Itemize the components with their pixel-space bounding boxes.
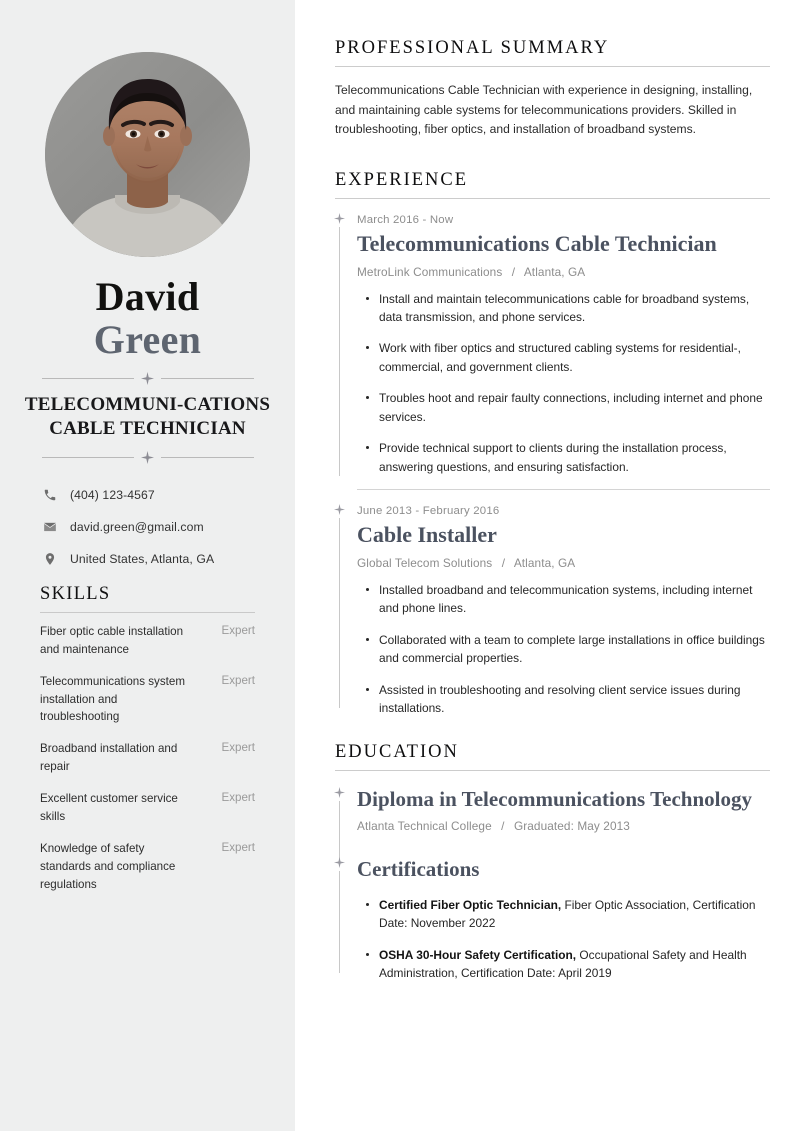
experience-heading-rule [335, 198, 770, 199]
spacer [357, 833, 770, 859]
skills-heading: SKILLS [40, 583, 111, 604]
divider-line-right [161, 457, 254, 458]
education-timeline [335, 787, 770, 983]
timeline-axis [339, 518, 340, 708]
duty-item: Installed broadband and telecommunication systems, including internet and phone lines. [377, 581, 770, 618]
education-heading: EDUCATION [335, 741, 459, 762]
experience-entry [335, 504, 770, 718]
contact-item-phone[interactable] [40, 488, 295, 502]
education-graduated: Graduated: May 2013 [513, 819, 630, 834]
summary-heading-rule [335, 66, 770, 67]
education-entry [335, 787, 770, 860]
timeline-axis [339, 227, 340, 476]
experience-section [335, 170, 770, 718]
skill-name: Knowledge of safety standards and compliance regulations [40, 842, 176, 892]
duty-item: Collaborated with a team to complete large installations in office buildings and commercial properties. [377, 631, 770, 668]
sparkle-icon [334, 787, 345, 798]
education-school: Atlanta Technical College [357, 819, 492, 834]
meta-separator: / [501, 819, 505, 834]
main-column [295, 0, 800, 1131]
meta-separator: / [501, 556, 506, 571]
ornament-divider-bottom [42, 451, 254, 464]
experience-meta [357, 556, 770, 570]
duty-item: Troubles hoot and repair faulty connections, including internet and phone services. [377, 389, 770, 426]
skills-heading-rule [40, 612, 255, 613]
skill-item [40, 740, 255, 776]
skill-item [40, 840, 255, 894]
experience-entry [335, 213, 770, 476]
skill-level: Expert [221, 791, 255, 805]
professional-summary-section [335, 38, 770, 140]
skill-name: Fiber optic cable installation and maintenance [40, 624, 184, 656]
certification-name: Certified Fiber Optic Technician, [379, 897, 562, 912]
experience-title: Telecommunications Cable Technician [357, 230, 717, 256]
sidebar-job-title: TELECOMMUNI-CATIONS CABLE TECHNICIAN [24, 393, 271, 440]
education-meta [357, 819, 770, 833]
experience-timeline [335, 213, 770, 718]
email-value: david.green@gmail.com [70, 519, 204, 534]
timeline-axis [339, 871, 340, 972]
meta-separator: / [511, 264, 516, 279]
last-name: Green [93, 317, 202, 363]
ornament-divider-top [42, 372, 254, 385]
experience-date: March 2016 - Now [357, 213, 454, 226]
skill-item [40, 673, 255, 727]
experience-location: Atlanta, GA [523, 264, 586, 279]
sparkle-icon [141, 372, 154, 385]
sidebar [0, 0, 295, 1131]
first-name: David [95, 274, 200, 319]
skill-name: Broadband installation and repair [40, 742, 178, 774]
location-value: United States, Atlanta, GA [70, 551, 215, 566]
skill-name: Telecommunications system installation and troubleshooting [40, 674, 185, 724]
experience-duties [357, 581, 770, 718]
name-block [0, 275, 295, 363]
divider-line-right [161, 378, 254, 379]
certification-item [377, 896, 770, 933]
certification-detail: Fiber Optic Association, Certification Date: November 2022 [379, 897, 756, 931]
skill-level: Expert [221, 673, 255, 687]
experience-heading: EXPERIENCE [335, 169, 469, 190]
skill-level: Expert [221, 741, 255, 755]
summary-heading: PROFESSIONAL SUMMARY [335, 38, 610, 58]
experience-company: Global Telecom Solutions [357, 556, 493, 571]
certifications-list [357, 896, 770, 983]
duty-item: Work with fiber optics and structured cabling systems for residential-, commercial, and government clients. [377, 339, 770, 376]
phone-value: (404) 123-4567 [70, 487, 155, 502]
sparkle-icon [334, 857, 345, 868]
skill-name: Excellent customer service skills [40, 792, 178, 824]
education-title: Diploma in Telecommunications Technology [357, 786, 752, 811]
certifications-title: Certifications [357, 857, 480, 882]
summary-text: Telecommunications Cable Technician with experience in designing, installing, and maintaining cable systems for telecommunications providers. Skilled in troubleshooting, fiber optics, and installation of broadband systems. [335, 83, 753, 137]
contact-item-email[interactable] [40, 520, 295, 534]
education-section [335, 742, 770, 983]
portrait-photo-image [45, 52, 250, 257]
experience-entry-divider [357, 489, 770, 490]
duty-item: Assisted in troubleshooting and resolving client service issues during installations. [377, 681, 770, 718]
contact-item-location[interactable] [40, 552, 295, 566]
divider-line-left [42, 457, 135, 458]
divider-line-left [42, 378, 135, 379]
duty-item: Provide technical support to clients during the installation process, answering questions, and ensuring satisfaction. [377, 439, 770, 476]
duty-item: Install and maintain telecommunications cable for broadband systems, data transmission, and phone services. [377, 290, 770, 327]
avatar [45, 52, 250, 257]
timeline-axis [339, 801, 340, 860]
location-pin-icon [40, 552, 60, 566]
skill-level: Expert [221, 623, 255, 637]
envelope-icon [40, 520, 60, 534]
skills-section [0, 584, 295, 895]
phone-icon [40, 488, 60, 502]
contact-list [0, 488, 295, 566]
certifications-entry [335, 857, 770, 982]
skill-item [40, 790, 255, 826]
sparkle-icon [141, 451, 154, 464]
skill-item [40, 623, 255, 659]
sparkle-icon [334, 504, 345, 515]
experience-company: MetroLink Communications [357, 264, 503, 279]
certification-name: OSHA 30-Hour Safety Certification, [379, 947, 577, 962]
photo-container [0, 0, 295, 257]
education-heading-rule [335, 770, 770, 771]
certification-detail: Occupational Safety and Health Administration, Certification Date: April 2019 [379, 947, 747, 981]
experience-duties [357, 290, 770, 477]
sparkle-icon [334, 213, 345, 224]
skill-level: Expert [221, 841, 255, 855]
certification-item [377, 946, 770, 983]
experience-location: Atlanta, GA [513, 556, 576, 571]
experience-meta [357, 265, 770, 279]
experience-title: Cable Installer [357, 522, 497, 548]
experience-date: June 2013 - February 2016 [357, 505, 500, 518]
